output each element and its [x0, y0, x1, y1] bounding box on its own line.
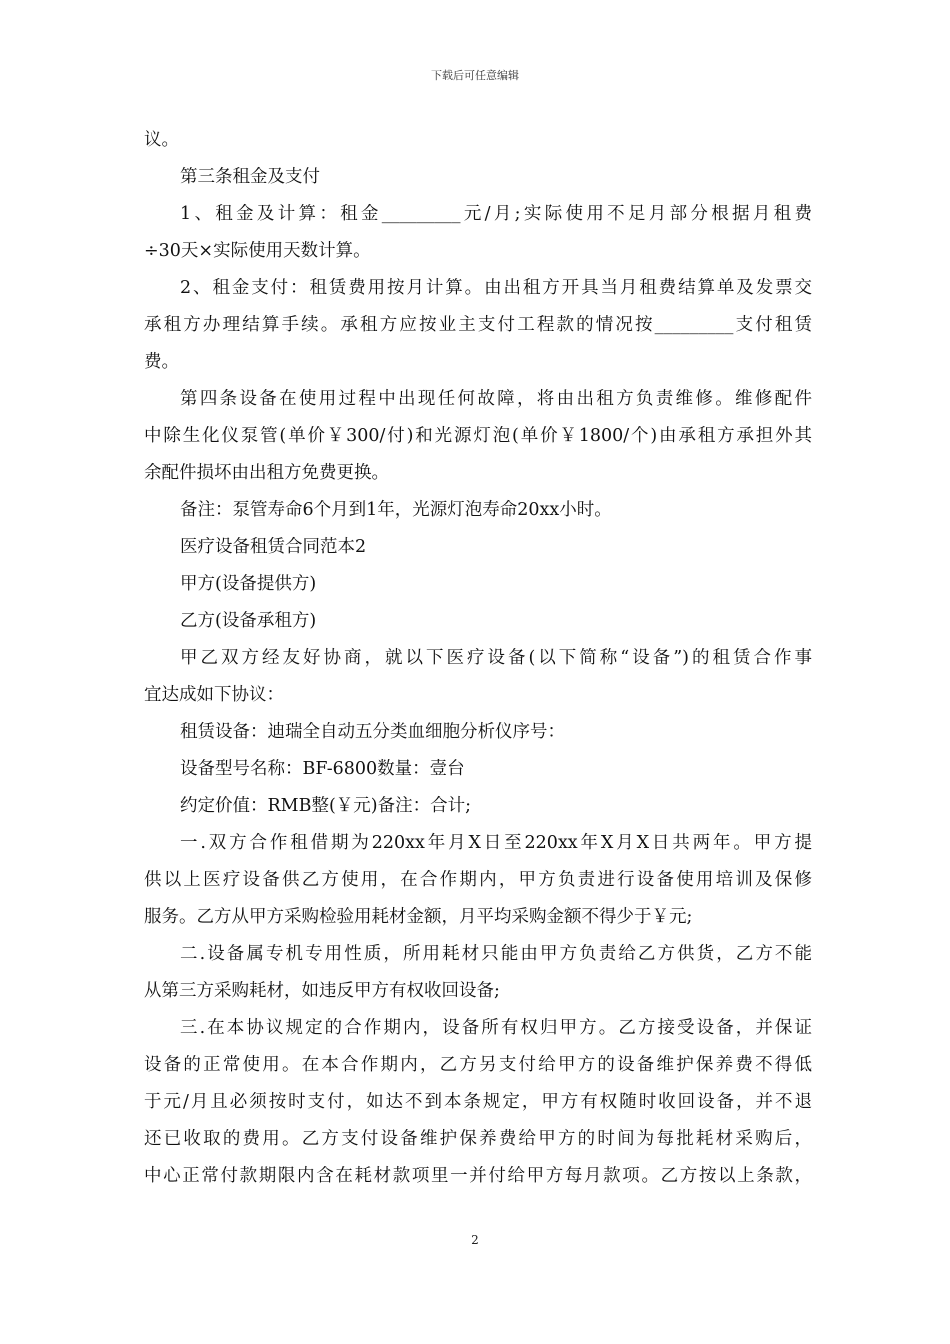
text-line: 第四条设备在使用过程中出现任何故障，将由出租方负责维修。维修配件 — [180, 389, 812, 409]
text-line: 甲乙双方经友好协商，就以下医疗设备(以下简称“设备”)的租赁合作事 — [180, 648, 812, 668]
text-line: 租赁设备：迪瑞全自动五分类血细胞分析仪序号： — [180, 722, 565, 742]
text-line: 甲方(设备提供方) — [180, 574, 317, 594]
text-line: 于元/月且必须按时支付，如达不到本条规定，甲方有权随时收回设备，并不退 — [144, 1092, 812, 1112]
text-line: 一.双方合作租借期为220xx年月X日至220xx年X月X日共两年。甲方提 — [180, 833, 812, 853]
text-line: 二.设备属专机专用性质，所用耗材只能由甲方负责给乙方供货，乙方不能 — [180, 944, 812, 964]
text-line: 余配件损坏由出租方免费更换。 — [144, 463, 389, 483]
text-line: 中除生化仪泵管(单价￥300/付)和光源灯泡(单价￥1800/个)由承租方承担外其 — [144, 426, 812, 446]
text-line: 三.在本协议规定的合作期内，设备所有权归甲方。乙方接受设备，并保证 — [180, 1018, 812, 1038]
text-line: 备注：泵管寿命6个月到1年，光源灯泡寿命20xx小时。 — [180, 500, 612, 520]
text-line: 还已收取的费用。乙方支付设备维护保养费给甲方的时间为每批耗材采购后， — [144, 1129, 812, 1149]
text-line: 1、租金及计算：租金_________元/月;实际使用不足月部分根据月租费 — [180, 204, 812, 224]
text-line: 从第三方采购耗材，如违反甲方有权收回设备; — [144, 981, 500, 1001]
section-heading: 第三条租金及支付 — [180, 167, 320, 187]
text-line: 宜达成如下协议： — [144, 685, 284, 705]
page-header: 下载后可任意编辑 — [431, 69, 519, 82]
text-line: 议。 — [144, 130, 179, 150]
document-body — [144, 122, 812, 1195]
text-line: 承租方办理结算手续。承租方应按业主支付工程款的情况按_________支付租赁 — [144, 315, 812, 335]
text-line: 2、租金支付：租赁费用按月计算。由出租方开具当月租费结算单及发票交 — [180, 278, 812, 298]
text-line: 设备型号名称：BF-6800数量：壹台 — [180, 759, 465, 779]
text-line: 供以上医疗设备供乙方使用，在合作期内，甲方负责进行设备使用培训及保修 — [144, 870, 812, 890]
text-line: 约定价值：RMB整(￥元)备注：合计; — [180, 796, 472, 816]
text-line: 设备的正常使用。在本合作期内，乙方另支付给甲方的设备维护保养费不得低 — [144, 1055, 812, 1075]
page-number: 2 — [471, 1233, 479, 1247]
text-line: 服务。乙方从甲方采购检验用耗材金额，月平均采购金额不得少于￥元; — [144, 907, 693, 927]
text-line: 中心正常付款期限内含在耗材款项里一并付给甲方每月款项。乙方按以上条款， — [144, 1166, 812, 1186]
text-line: 乙方(设备承租方) — [180, 611, 317, 631]
text-line: 费。 — [144, 352, 179, 372]
text-line: ÷30天×实际使用天数计算。 — [144, 241, 371, 261]
section-heading: 医疗设备租赁合同范本2 — [180, 537, 367, 557]
